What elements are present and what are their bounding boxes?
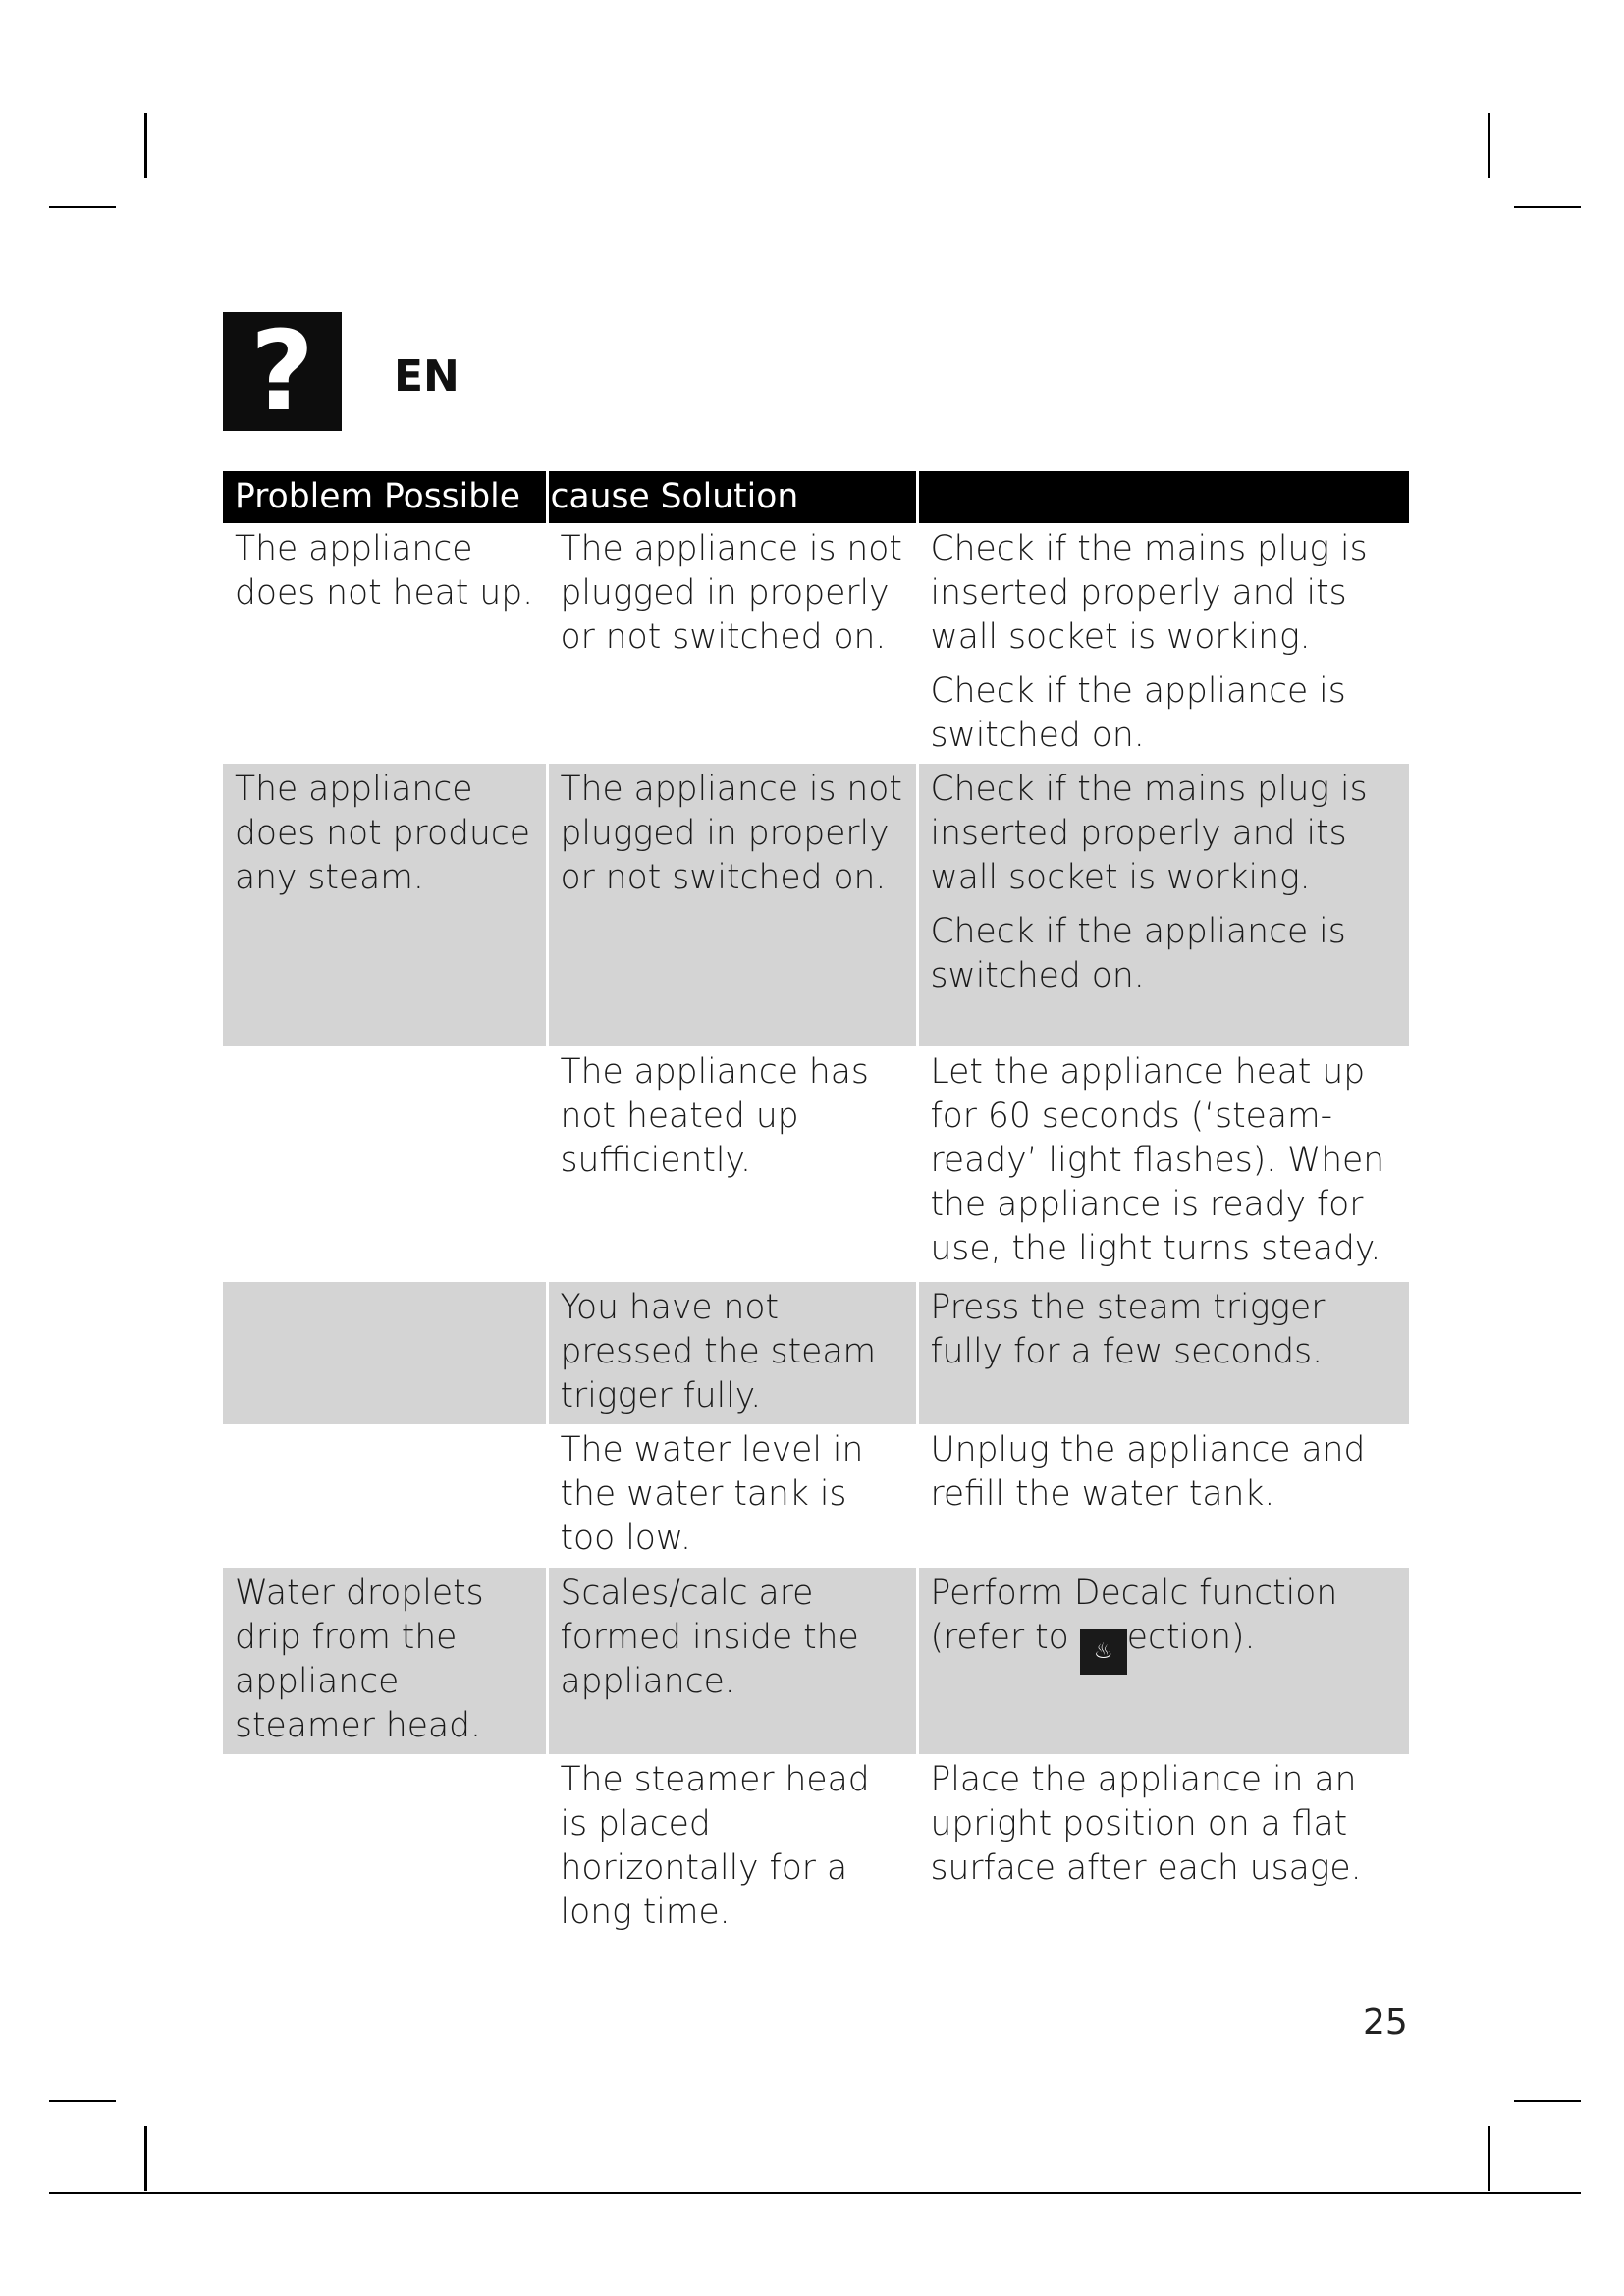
table-row <box>223 1754 1409 1941</box>
problem-cell <box>223 1046 547 1282</box>
crop-baseline <box>49 2192 1581 2194</box>
table-row <box>223 764 1409 1046</box>
table-row <box>223 1046 1409 1282</box>
solution-cell <box>917 1046 1409 1282</box>
cause-cell: Scales/calc are formed inside the appliance. <box>547 1568 917 1754</box>
page-number: 25 <box>1363 2002 1408 2043</box>
solution-text <box>931 1572 1400 1675</box>
crop-mark <box>49 206 116 208</box>
decalc-icon: ♨ <box>1080 1629 1127 1675</box>
troubleshooting-table <box>223 471 1409 1941</box>
solution-cell <box>917 1754 1409 1941</box>
cause-cell: The water level in the water tank is too low. <box>547 1424 917 1568</box>
table-row <box>223 1568 1409 1754</box>
solution-text: Check if the appliance is switched on. <box>930 912 1346 995</box>
solution-text-suffix: ection). <box>1126 1618 1256 1657</box>
crop-mark <box>1488 2126 1490 2191</box>
solution-text: Place the appliance in an upright position on a flat surface after each usage. <box>930 1760 1362 1888</box>
table-row <box>223 1282 1409 1424</box>
column-header <box>917 471 1409 523</box>
solution-text: Check if the mains plug is inserted properly and its wall socket is working. <box>930 529 1368 657</box>
solution-cell <box>917 1424 1409 1568</box>
cause-cell: The appliance is not plugged in properly or not switched on. <box>547 523 917 764</box>
crop-mark <box>1488 113 1490 178</box>
solution-cell <box>917 764 1409 1046</box>
solution-text: Check if the mains plug is inserted properly and its wall socket is working. <box>930 770 1368 897</box>
column-header: Problem Possible <box>223 471 547 523</box>
problem-cell: The appliance does not heat up. <box>235 529 534 613</box>
crop-mark <box>49 2100 116 2102</box>
problem-cell <box>223 1282 547 1424</box>
solution-text-prefix: Perform Decalc function (refer to <box>930 1574 1338 1657</box>
solution-text: Let the appliance heat up for 60 seconds (‘steam-ready’ light flashes). When the appliance is ready for use, the light turns steady. <box>930 1052 1385 1268</box>
solution-text: Unplug the appliance and refill the water tank. <box>930 1430 1366 1514</box>
table-header-row <box>223 471 1409 523</box>
crop-mark <box>1514 206 1581 208</box>
solution-text: Check if the appliance is switched on. <box>930 671 1346 755</box>
solution-cell <box>917 1282 1409 1424</box>
cause-cell: The appliance has not heated up sufficiently. <box>547 1046 917 1282</box>
problem-cell: The appliance does not produce any steam. <box>223 764 547 1046</box>
problem-cell: Water droplets drip from the appliance steamer head. <box>223 1568 547 1754</box>
crop-mark <box>144 2126 147 2191</box>
table-row <box>223 1424 1409 1568</box>
problem-cell <box>223 1424 547 1568</box>
cause-cell: The steamer head is placed horizontally for a long time. <box>547 1754 917 1941</box>
crop-mark <box>144 113 147 178</box>
solution-text: Press the steam trigger fully for a few seconds. <box>930 1288 1326 1371</box>
solution-cell <box>917 1568 1409 1754</box>
cause-cell: The appliance is not plugged in properly or not switched on. <box>547 764 917 1046</box>
column-header: cause Solution <box>547 471 917 523</box>
solution-cell <box>917 523 1409 764</box>
table-row <box>223 523 1409 764</box>
crop-mark <box>1514 2100 1581 2102</box>
question-mark-icon: ? <box>223 312 342 431</box>
language-code: EN <box>394 351 460 401</box>
problem-cell <box>223 1754 547 1941</box>
cause-cell: You have not pressed the steam trigger fully. <box>547 1282 917 1424</box>
